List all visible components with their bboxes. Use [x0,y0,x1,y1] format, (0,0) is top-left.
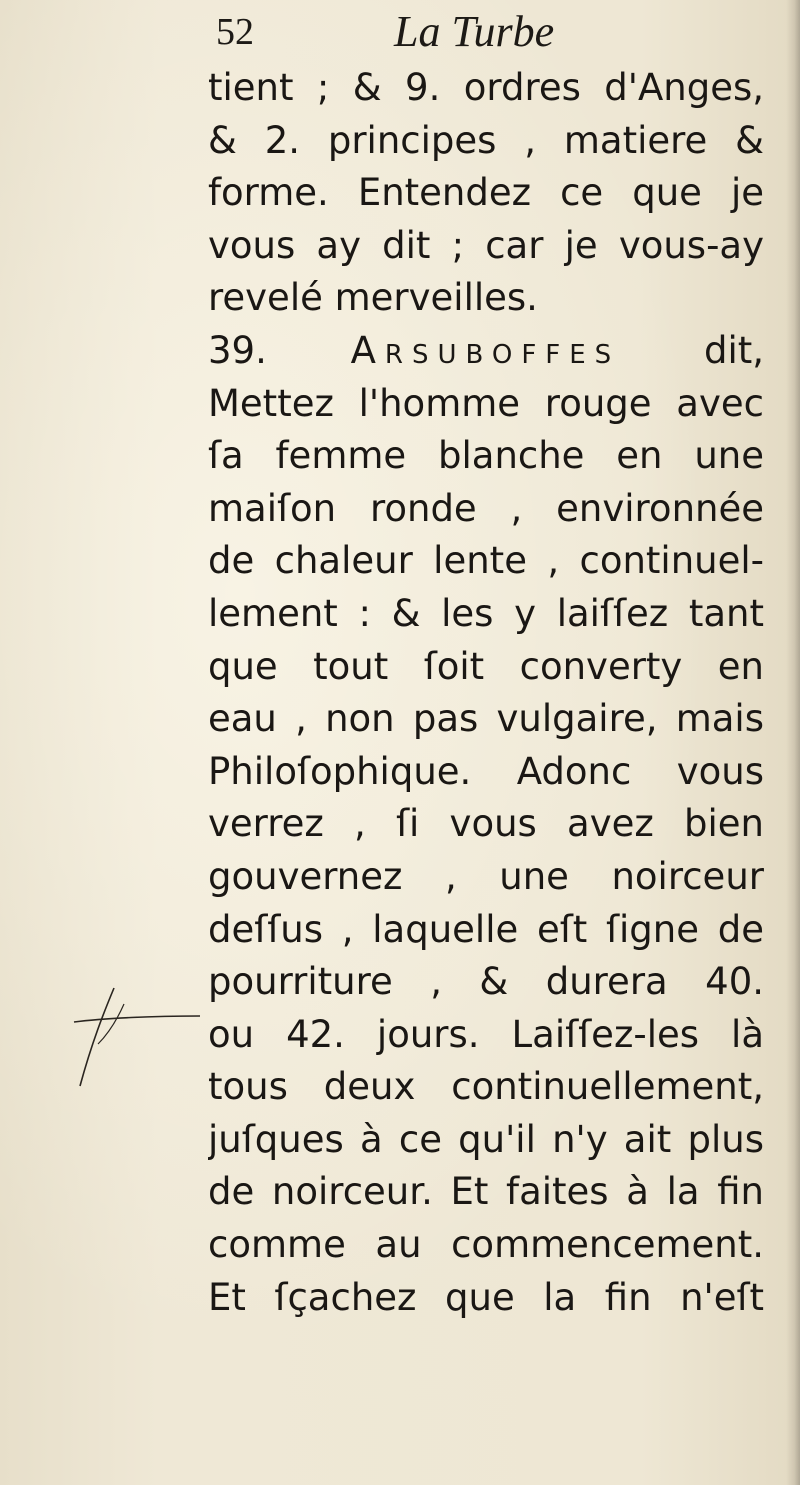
text-line: comme au commencement. [208,1223,764,1267]
handwritten-margin-mark [64,982,204,1092]
speaker-name: Arsuboffes [350,328,621,372]
speaker-verb: dit, [703,328,764,372]
body-text [208,62,764,1324]
text-line: de noirceur. Et faites à la fin [208,1170,764,1214]
text-line: ſa femme blanche en une [208,434,764,478]
page-number: 52 [216,11,254,53]
text-line: que tout ſoit converty en [208,644,764,688]
page-header [216,6,776,62]
text-line: ou 42. jours. Laiſſez-les là [208,1012,764,1056]
text-line: deſſus , laquelle eſt ſigne de [208,907,764,951]
text-line: & 2. principes , matiere & [208,118,764,162]
text-line: pourriture , & durera 40. [208,960,764,1004]
paragraph-39-first-line [208,325,764,378]
text-line: verrez , ſi vous avez bien [208,802,764,846]
text-line: revelé merveilles. [208,276,538,320]
text-line: Philoſophique. Adonc vous [208,749,764,793]
paragraph-number: 39. [208,328,267,372]
text-line: tient ; & 9. ordres d'Anges, [208,66,764,109]
text-line: maiſon ronde , environnée [208,486,764,530]
text-line: vous ay dit ; car je vous-ay [208,223,764,267]
text-line: forme. Entendez ce que je [208,171,764,215]
text-line: Et ſçachez que la fin n'eſt [208,1275,764,1319]
text-line: lement : & les y laiſſez tant [208,591,764,635]
text-line: Mettez l'homme rouge avec [208,381,764,425]
text-line: gouvernez , une noirceur [208,854,764,898]
text-line: de chaleur lente , continuel- [208,539,764,583]
running-head: La Turbe [394,7,555,56]
text-line: eau , non pas vulgaire, mais [208,697,764,741]
text-line: tous deux continuellement, [208,1065,764,1109]
page-edge-shadow [786,0,800,1485]
text-line: juſques à ce qu'il n'y ait plus [208,1117,764,1161]
